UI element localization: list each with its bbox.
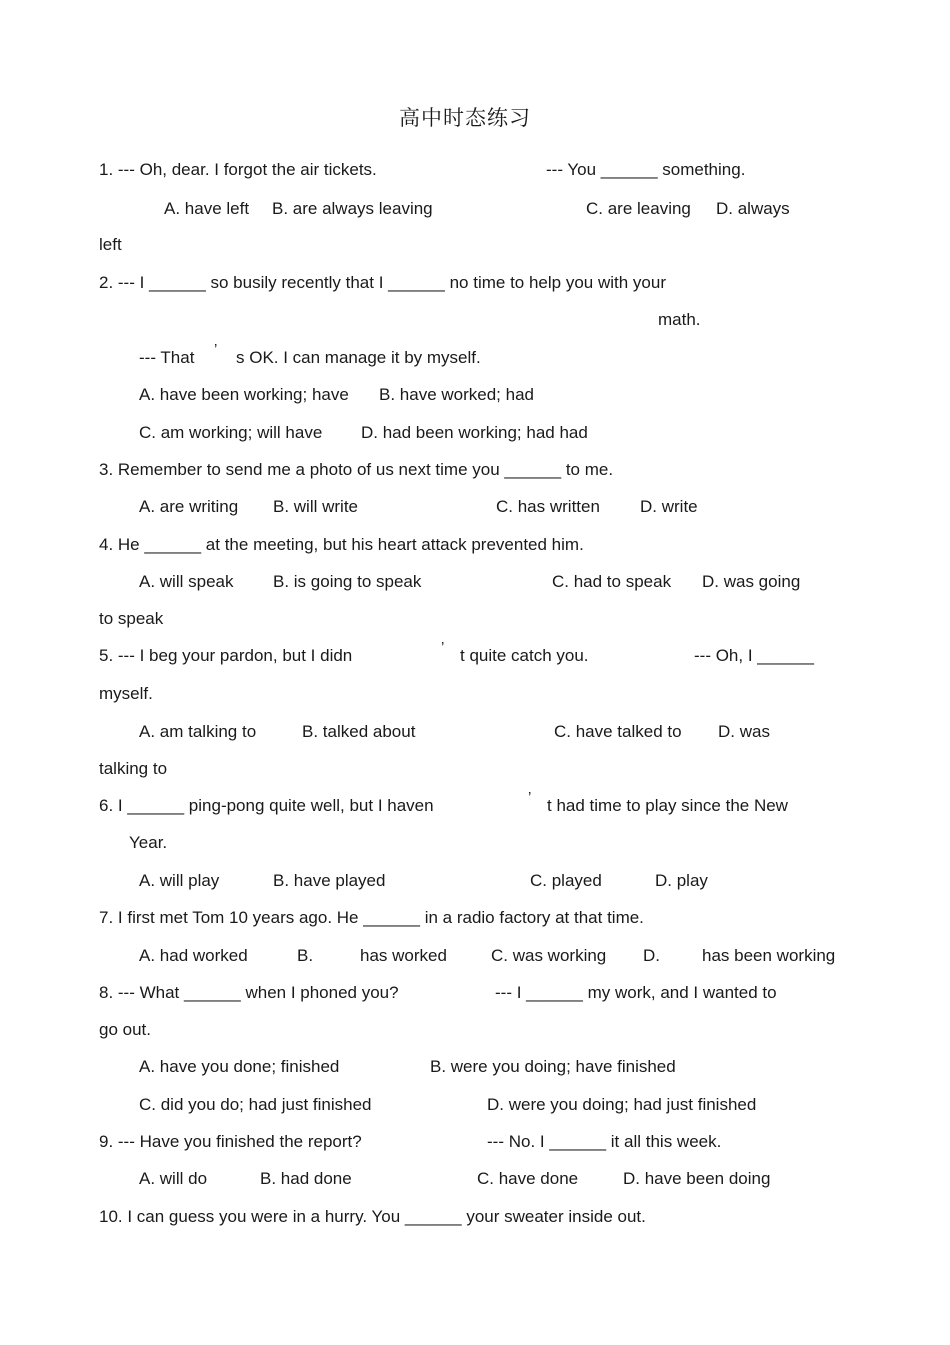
q5-option-b: B. talked about bbox=[302, 722, 416, 741]
q6-option-b: B. have played bbox=[273, 871, 386, 890]
q6-stem-wrap: Year. bbox=[129, 833, 168, 852]
q6-option-c: C. played bbox=[530, 871, 602, 890]
q5-option-d: D. was bbox=[718, 722, 770, 741]
q3-option-c: C. has written bbox=[496, 497, 600, 516]
q4-stem: 4. He ______ at the meeting, but his heart attack prevented him. bbox=[99, 535, 584, 554]
q1-stem: 1. --- Oh, dear. I forgot the air tickets. bbox=[99, 160, 377, 179]
q9-option-d: D. have been doing bbox=[623, 1169, 771, 1188]
q3-option-b: B. will write bbox=[273, 497, 359, 516]
q4-option-d-wrap: to speak bbox=[99, 609, 164, 628]
q7-option-b-letter: B. bbox=[297, 946, 314, 965]
q1-option-d: D. always bbox=[716, 199, 790, 218]
q5-option-a: A. am talking to bbox=[139, 722, 257, 741]
q6-option-a: A. will play bbox=[139, 871, 220, 890]
q2-stem-wrap: math. bbox=[658, 310, 701, 329]
q2-reply-a: --- That bbox=[139, 348, 195, 367]
q2-reply-b: s OK. I can manage it by myself. bbox=[236, 348, 481, 367]
q2-option-b: B. have worked; had bbox=[379, 385, 534, 404]
q1-option-d-wrap: left bbox=[99, 235, 122, 254]
q7-option-b: has worked bbox=[360, 946, 447, 965]
q6-option-d: D. play bbox=[655, 871, 708, 890]
q8-option-b: B. were you doing; have finished bbox=[430, 1057, 676, 1076]
q2-stem: 2. --- I ______ so busily recently that I ______ no time to help you with your bbox=[99, 273, 666, 292]
q7-stem: 7. I first met Tom 10 years ago. He ______ in a radio factory at that time. bbox=[99, 908, 644, 927]
q1-reply: --- You ______ something. bbox=[546, 160, 746, 179]
q5-option-d-wrap: talking to bbox=[99, 759, 168, 778]
q2-reply-apostrophe: ’ bbox=[214, 341, 218, 358]
page-title: 高中时态练习 bbox=[399, 106, 531, 130]
q9-stem: 9. --- Have you finished the report? bbox=[99, 1132, 362, 1151]
q5-option-c: C. have talked to bbox=[554, 722, 682, 741]
q2-option-a: A. have been working; have bbox=[139, 385, 349, 404]
q1-option-c: C. are leaving bbox=[586, 199, 691, 218]
q1-option-a: A. have left bbox=[164, 199, 250, 218]
q5-stem-apostrophe: ’ bbox=[441, 639, 445, 656]
q4-option-c: C. had to speak bbox=[552, 572, 672, 591]
q7-option-a: A. had worked bbox=[139, 946, 248, 965]
q3-option-d: D. write bbox=[640, 497, 698, 516]
q6-stem-apostrophe: ’ bbox=[528, 789, 532, 806]
q9-option-b: B. had done bbox=[260, 1169, 352, 1188]
q3-stem: 3. Remember to send me a photo of us next time you ______ to me. bbox=[99, 460, 614, 479]
q9-reply: --- No. I ______ it all this week. bbox=[487, 1132, 722, 1151]
q5-stem-b: t quite catch you. bbox=[460, 646, 589, 665]
q8-option-c: C. did you do; had just finished bbox=[139, 1095, 372, 1114]
q6-stem-b: t had time to play since the New bbox=[547, 796, 788, 815]
q8-stem: 8. --- What ______ when I phoned you? bbox=[99, 983, 399, 1002]
q2-option-d: D. had been working; had had bbox=[361, 423, 588, 442]
q8-option-d: D. were you doing; had just finished bbox=[487, 1095, 757, 1114]
q7-option-c: C. was working bbox=[491, 946, 607, 965]
q10-stem: 10. I can guess you were in a hurry. You ______ your sweater inside out. bbox=[99, 1207, 646, 1226]
q5-stem-a: 5. --- I beg your pardon, but I didn bbox=[99, 646, 353, 665]
q5-reply: --- Oh, I ______ bbox=[694, 646, 815, 665]
q3-option-a: A. are writing bbox=[139, 497, 239, 516]
q4-option-b: B. is going to speak bbox=[273, 572, 422, 591]
q8-stem-wrap: go out. bbox=[99, 1020, 151, 1039]
q8-option-a: A. have you done; finished bbox=[139, 1057, 340, 1076]
q5-stem-wrap: myself. bbox=[99, 684, 153, 703]
q9-option-c: C. have done bbox=[477, 1169, 579, 1188]
q4-option-a: A. will speak bbox=[139, 572, 234, 591]
q9-option-a: A. will do bbox=[139, 1169, 208, 1188]
q1-option-b: B. are always leaving bbox=[272, 199, 433, 218]
q8-reply: --- I ______ my work, and I wanted to bbox=[495, 983, 777, 1002]
q2-option-c: C. am working; will have bbox=[139, 423, 323, 442]
q6-stem-a: 6. I ______ ping-pong quite well, but I haven bbox=[99, 796, 434, 815]
q7-option-d-letter: D. bbox=[643, 946, 660, 965]
q7-option-d: has been working bbox=[702, 946, 836, 965]
q4-option-d: D. was going bbox=[702, 572, 801, 591]
